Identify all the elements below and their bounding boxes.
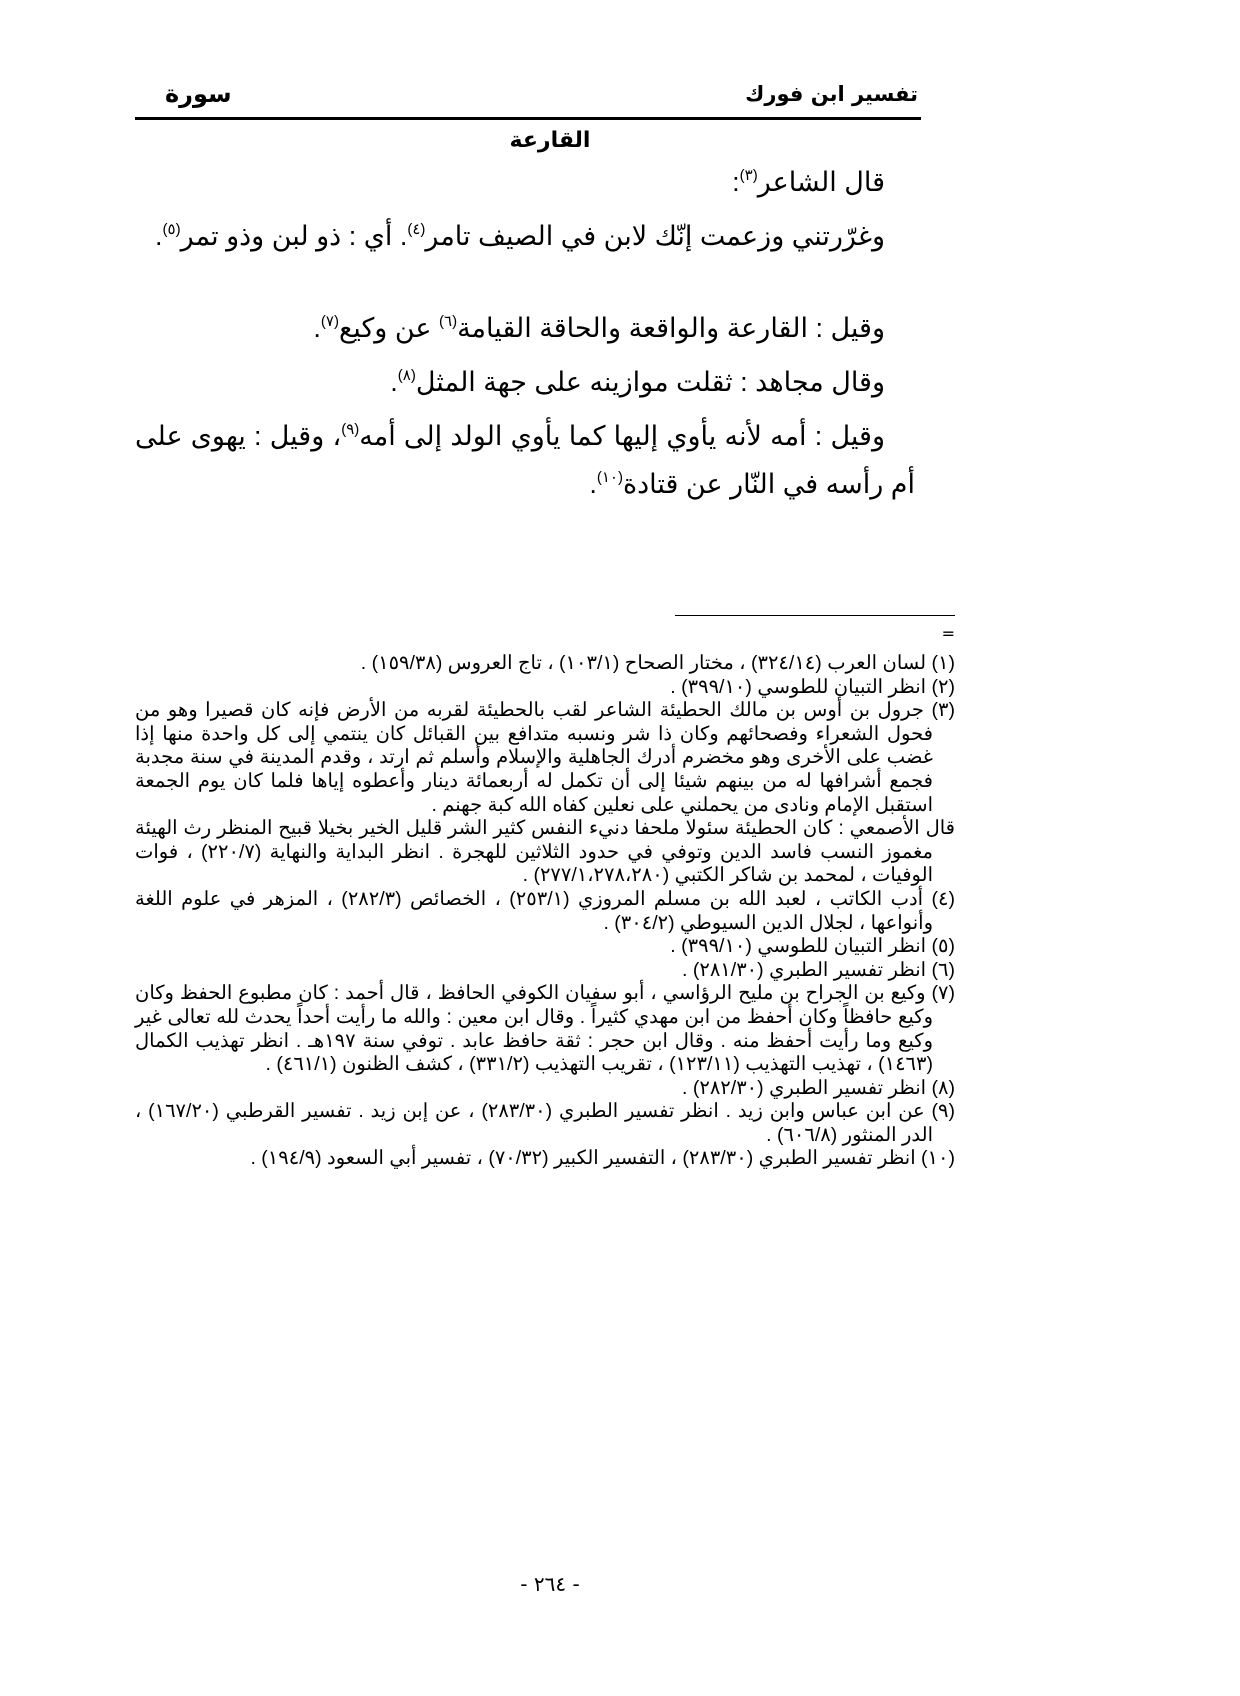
footnote: (٨) انظر تفسير الطبري (٢٨٢/٣٠) . xyxy=(682,1076,955,1099)
paragraph-text: وغرّرتني وزعمت إنّك لابن في الصيف تامر xyxy=(425,221,885,251)
footnote: (١) لسان العرب (٣٢٤/١٤) ، مختار الصحاح (١٠٣/١) ، تاج العروس (١٥٩/٣٨) . xyxy=(360,652,955,674)
header-rule xyxy=(135,117,921,120)
footnote-reference: (١٠) xyxy=(596,469,623,486)
paragraph-text: قال الشاعر xyxy=(757,167,885,197)
page-number: - ٢٦٤ - xyxy=(520,1572,580,1596)
footnote-reference: (٨) xyxy=(397,367,416,384)
footnote: (٤) أدب الكاتب ، لعبد الله بن مسلم المروزي (٢٥٣/١) ، الخصائص (٢٨٢/٣) ، المزهر في علوم اللغة وأنواعها ، لجلال الدين السيوطي (٣٠٤/٢) . xyxy=(135,887,955,934)
paragraph-text: . xyxy=(313,313,321,343)
paragraph xyxy=(135,304,915,352)
footnote-separator xyxy=(675,615,955,616)
footnote-reference: (٣) xyxy=(739,167,758,184)
paragraph-text: ، وقيل : يهوى على أم رأسه في النّار عن قتادة xyxy=(135,421,915,499)
footnote: (١٠) انظر تفسير الطبري (٢٨٣/٣٠) ، التفسير الكبير (٧٠/٣٢) ، تفسير أبي السعود (١٩٤/٩) . xyxy=(250,1147,955,1170)
footnote-reference: (٧) xyxy=(320,313,339,330)
footnote: (٧) وكيع بن الجراح بن مليح الرؤاسي ، أبو سفيان الكوفي الحافظ ، قال أحمد : كان مطبوع الحفظ وكان وكيع حافظاً وكان أحفظ من ابن مهدي كثيراً . وقال ابن معين : والله ما رأيت أحداً يحدث لله تعالى غير وكيع وما رأيت أحفظ منه . وقال ابن حجر : ثقة حافظ عابد . توفي سنة ١٩٧هـ . انظر تهذيب الكمال (١٤٦٣) ، تهذيب التهذيب (١٢٣/١١) ، تقريب التهذيب (٣٣١/٢) ، كشف الظنون (٤٦١/١) . xyxy=(135,982,955,1076)
paragraph-text: : xyxy=(732,167,740,197)
running-header-book-title: تفسير ابن فورك xyxy=(745,82,918,106)
paragraph xyxy=(135,412,915,508)
paragraph xyxy=(135,212,915,260)
footnotes xyxy=(135,652,955,1171)
paragraph-text: وقيل : القارعة والواقعة والحاقة القيامة xyxy=(457,313,885,343)
footnote-reference: (٥) xyxy=(162,221,181,238)
paragraph-text: . xyxy=(155,221,163,251)
paragraph xyxy=(135,158,915,206)
footnote: (٩) عن ابن عباس وابن زيد . انظر تفسير الطبري (٢٨٣/٣٠) ، عن إبن زيد . تفسير القرطبي (١٦٧/٢٠) ، الدر المنثور (٦٠٦/٨) . xyxy=(135,1100,955,1146)
paragraph-text: وقال مجاهد : ثقلت موازينه على جهة المثل xyxy=(415,367,885,397)
footnote-continuation-mark: = xyxy=(941,624,955,643)
footnote: (٦) انظر تفسير الطبري (٢٨١/٣٠) . xyxy=(682,958,955,981)
paragraph-text: . أي : ذو لبن وذو تمر xyxy=(180,221,408,251)
footnote-reference: (٩) xyxy=(341,421,360,438)
paragraph xyxy=(135,358,915,406)
footnote-reference: (٤) xyxy=(407,221,426,238)
paragraph-text: عن وكيع xyxy=(338,313,440,343)
footnote: (٢) انظر التبيان للطوسي (٣٩٩/١٠) . xyxy=(670,675,955,698)
footnote: (٥) انظر التبيان للطوسي (٣٩٩/١٠) . xyxy=(670,935,955,958)
footnote: (٣) جرول بن أوس بن مالك الحطيئة الشاعر لقب بالحطيئة لقربه من الأرض فإنه كان قصيرا وهو من فحول الشعراء وفصحائهم وكان ذا شر ونسبه متدافع بين القبائل كان ينتمي إلى كل واحدة منها إذا غضب على الأخرى وهو مخضرم أدرك الجاهلية والإسلام وأسلم ثم ارتد ، وقدم المدينة في سنة مجدبة فجمع أشرافها له من بينهم شيئا إلى أن تكمل له أربعمائة دينار وأعطوه إياها فلما كان يوم الجمعة استقبل الإمام ونادى من يحملني على نعلين كفاه الله كبة جهنم . xyxy=(135,699,955,816)
main-text xyxy=(135,158,915,508)
running-header-section: سورة xyxy=(165,80,232,108)
footnote-reference: (٦) xyxy=(439,313,458,330)
paragraph-text: . xyxy=(390,367,398,397)
paragraph-text: وقيل : أمه لأنه يأوي إليها كما يأوي الولد إلى أمه xyxy=(359,421,885,451)
paragraph-text: . xyxy=(589,469,597,499)
sura-title: القارعة xyxy=(509,128,591,153)
footnote: قال الأصمعي : كان الحطيئة سئولا ملحفا دنيء النفس كثير الشر قليل الخير بخيلا قبيح المنظر رث الهيئة مغموز النسب فاسد الدين وتوفي في حدود الثلاثين للهجرة . انظر البداية والنهاية (٢٢٠/٧) ، فوات الوفيات ، لمحمد بن شاكر الكتبي (٢٧٧/١،٢٧٨،٢٨٠) . xyxy=(135,817,955,887)
